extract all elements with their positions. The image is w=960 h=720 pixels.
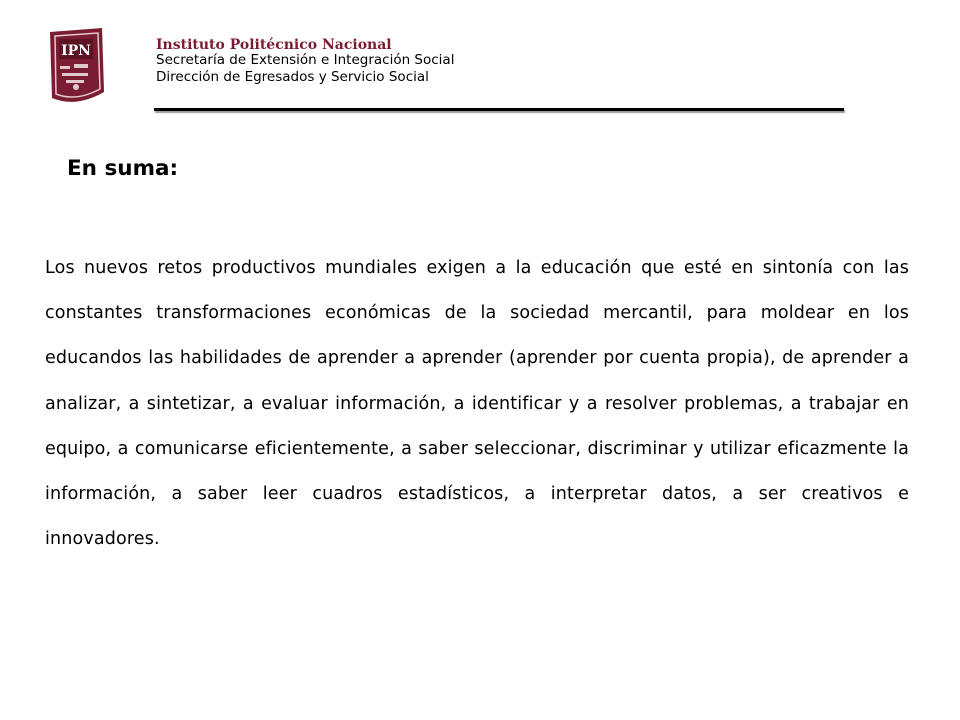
ipn-seal-icon <box>44 26 108 108</box>
logo-text: IPN <box>61 43 91 59</box>
institution-name: Instituto Politécnico Nacional <box>156 37 392 53</box>
page-title: En suma: <box>67 156 179 181</box>
header-divider <box>154 108 844 111</box>
secretariat-name: Secretaría de Extensión e Integración Social <box>156 52 455 68</box>
header-block <box>156 38 454 86</box>
body-paragraph: Los nuevos retos productivos mundiales exigen a la educación que esté en sintonía con las constantes transformaciones económicas de la sociedad mercantil, para moldear en los educandos las habilidades de aprender a aprender (aprender por cuenta propia), de aprender a analizar, a sintetizar, a evaluar información, a identificar y a resolver problemas, a trabajar en equipo, a comunicarse eficientemente, a saber seleccionar, discriminar y utilizar eficazmente la información, a saber leer cuadros estadísticos, a interpretar datos, a ser creativos e innovadores. <box>45 258 909 550</box>
direction-name: Dirección de Egresados y Servicio Social <box>156 69 429 85</box>
